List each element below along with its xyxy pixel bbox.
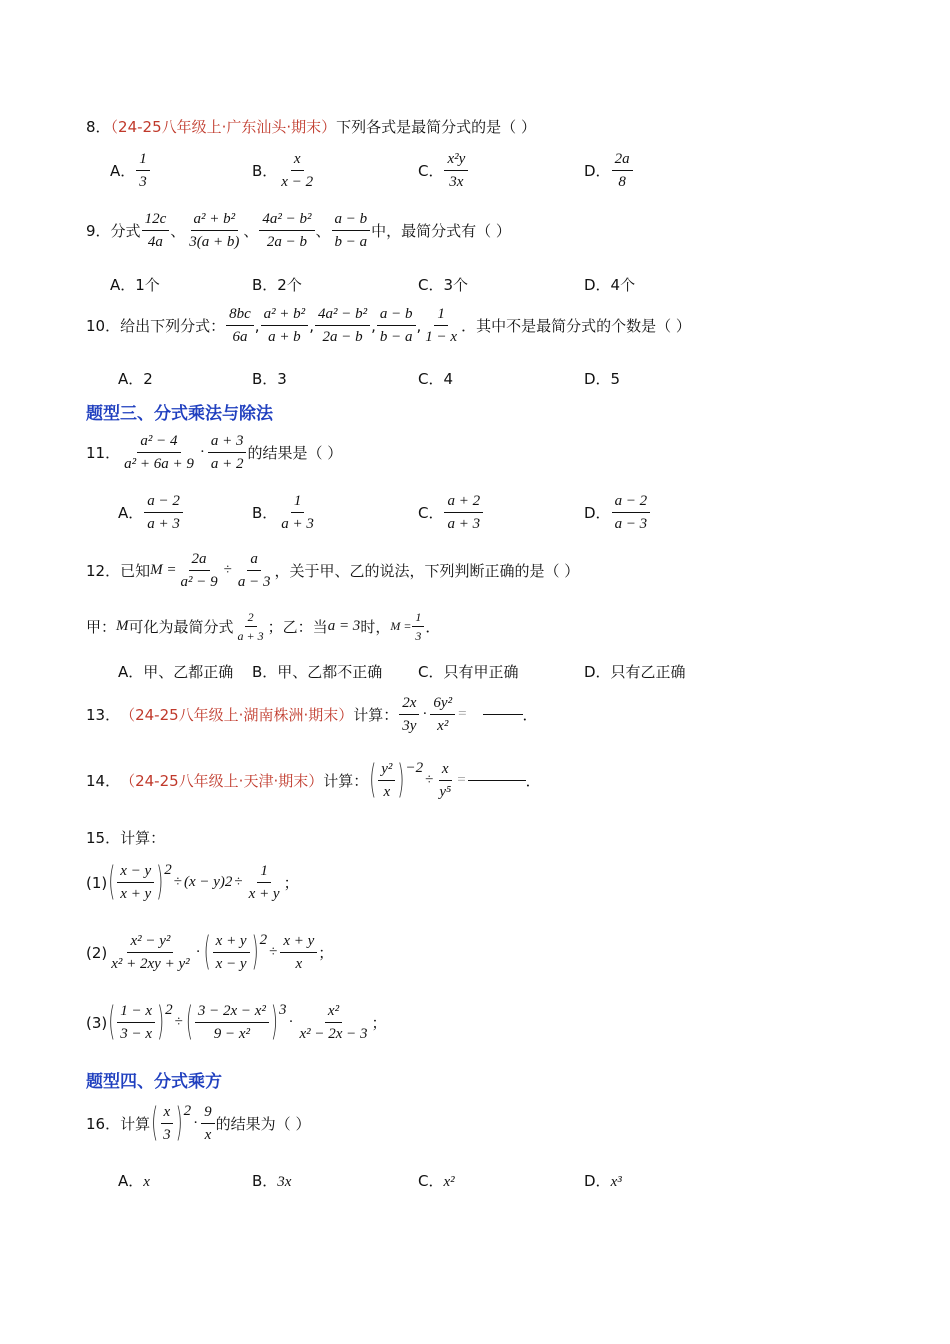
fraction xyxy=(280,932,317,973)
question-text: 下列各式是最简分式的是（ ） xyxy=(336,118,536,136)
denominator: b − a xyxy=(334,234,368,250)
statement-text: ； xyxy=(267,618,283,637)
exponent: −2 xyxy=(405,760,424,776)
numerator: a − b xyxy=(332,210,371,231)
denominator: 4a xyxy=(147,234,163,250)
q11-option-d[interactable] xyxy=(584,492,651,533)
exponent: 2 xyxy=(164,862,172,878)
q8-stem xyxy=(86,116,536,137)
numerator: 1 xyxy=(136,150,150,171)
q11-stem xyxy=(86,432,342,473)
numerator: a − 2 xyxy=(144,492,183,513)
numerator: 1 xyxy=(291,492,305,513)
numerator: a² − 4 xyxy=(137,432,180,453)
fraction xyxy=(117,862,154,903)
option-label: B． xyxy=(252,162,278,180)
fraction xyxy=(177,550,220,591)
numerator: 4a² − b² xyxy=(259,210,314,231)
numerator: x xyxy=(439,760,452,781)
numerator: 6y² xyxy=(430,694,455,715)
operator: · xyxy=(199,444,205,460)
question-number: 9． xyxy=(86,222,111,240)
numerator: 3 − 2x − x² xyxy=(195,1002,269,1023)
question-text: 中，最简分式有（ ） xyxy=(371,222,511,240)
numerator: x² − y² xyxy=(127,932,173,953)
numerator: 2a xyxy=(189,550,210,571)
option-label: C． xyxy=(418,162,444,180)
statement-text: 可化为最简分式 xyxy=(128,618,234,637)
option-value: x xyxy=(143,1174,150,1190)
numerator: a + 2 xyxy=(444,492,483,513)
question-text: ，关于甲、乙的说法，下列判断正确的是（ ） xyxy=(274,562,580,580)
q8-option-a[interactable] xyxy=(110,150,151,191)
left-paren: ( xyxy=(151,1100,159,1147)
denominator: 6a xyxy=(232,329,248,345)
fraction xyxy=(399,694,419,735)
fraction xyxy=(213,932,250,973)
numerator: 9 xyxy=(201,1103,215,1124)
fraction xyxy=(235,610,267,644)
fraction xyxy=(160,1103,174,1144)
numerator: a − b xyxy=(377,305,416,326)
section-heading-4: 题型四、分式乘方 xyxy=(86,1072,222,1092)
q16-option-d[interactable] xyxy=(584,1170,622,1191)
question-text: 计算： xyxy=(120,829,166,847)
operator: ÷ xyxy=(269,944,278,960)
separator: 、 xyxy=(315,222,331,240)
q16-option-c[interactable] xyxy=(418,1170,455,1191)
q8-option-c[interactable] xyxy=(418,150,469,191)
denominator: x² − 2x − 3 xyxy=(299,1026,368,1042)
q13-stem xyxy=(86,694,538,735)
answer-blank[interactable] xyxy=(483,714,523,715)
denominator: a + 2 xyxy=(210,456,244,472)
operator: = xyxy=(458,706,467,722)
q8-option-d[interactable] xyxy=(584,150,634,191)
fraction xyxy=(412,610,424,644)
fraction xyxy=(201,1103,215,1144)
operator: · xyxy=(195,944,201,960)
math-expression: a = 3 xyxy=(327,618,361,635)
denominator: 3 − x xyxy=(120,1026,153,1042)
fraction xyxy=(261,305,309,346)
denominator: x + y xyxy=(248,886,280,902)
q14-stem xyxy=(86,757,541,804)
q10-stem xyxy=(86,305,691,346)
denominator: a + 3 xyxy=(237,629,264,644)
left-paren: ( xyxy=(108,859,116,906)
math-expression: (x − y) xyxy=(183,874,225,890)
numerator: 1 − x xyxy=(117,1002,155,1023)
q16-stem xyxy=(86,1100,311,1147)
denominator: 3y xyxy=(402,718,417,734)
denominator: b − a xyxy=(379,329,413,345)
operator: ÷ xyxy=(173,874,182,890)
numerator: x²y xyxy=(444,150,468,171)
numerator: a² + b² xyxy=(261,305,309,326)
fraction xyxy=(422,305,460,346)
option-value: 3x xyxy=(277,1174,292,1190)
numerator: 2a xyxy=(612,150,633,171)
q10-option-b[interactable]: B．3 xyxy=(252,370,287,388)
numerator: 1 xyxy=(412,610,424,627)
question-text: ； xyxy=(371,1014,387,1032)
q11-option-c[interactable] xyxy=(418,492,484,533)
separator: , xyxy=(371,316,376,335)
denominator: a + 3 xyxy=(147,516,180,532)
question-number: 14． xyxy=(86,772,121,790)
denominator: x² xyxy=(437,718,449,734)
fraction xyxy=(278,150,316,191)
q12-stem xyxy=(86,550,579,591)
separator: 、 xyxy=(170,222,186,240)
numerator: a² + b² xyxy=(191,210,239,231)
denominator: 2a − b xyxy=(266,234,308,250)
exponent: 3 xyxy=(278,1002,287,1018)
q15-part-2 xyxy=(86,929,334,976)
q16-option-b[interactable] xyxy=(252,1170,291,1191)
q9-option-a[interactable]: A．1个 xyxy=(110,276,160,294)
denominator: a + 3 xyxy=(281,516,314,532)
fraction xyxy=(208,432,247,473)
left-paren: ( xyxy=(108,999,116,1046)
denominator: a + b xyxy=(268,329,301,345)
fraction xyxy=(436,760,454,801)
right-paren: ) xyxy=(251,929,259,976)
fraction xyxy=(144,492,183,533)
math-expression: M = xyxy=(150,562,177,578)
numerator: 12c xyxy=(142,210,170,231)
fraction xyxy=(278,492,317,533)
separator: , xyxy=(254,316,260,335)
numerator: x + y xyxy=(280,932,317,953)
question-number: 13． xyxy=(86,706,121,724)
q12-statements xyxy=(86,610,440,644)
denominator: 2a − b xyxy=(322,329,363,345)
question-number: 10． xyxy=(86,317,121,335)
question-text: ； xyxy=(283,874,299,892)
question-text: ． xyxy=(522,706,538,724)
right-paren: ) xyxy=(397,757,405,804)
left-paren: ( xyxy=(185,999,193,1046)
operator: ÷ xyxy=(425,772,434,788)
denominator: x² + 2xy + y² xyxy=(111,956,190,972)
part-label: (1) xyxy=(86,873,108,892)
exponent: 2 xyxy=(259,932,268,948)
denominator: 3 xyxy=(415,629,422,644)
source-tag: （24-25八年级上·湖南株洲·期末） xyxy=(120,706,354,724)
numerator: x + y xyxy=(213,932,250,953)
denominator: a² + 6a + 9 xyxy=(124,456,194,472)
q8-option-b[interactable] xyxy=(252,150,317,191)
statement-text: 甲： xyxy=(86,618,117,637)
q11-option-a[interactable] xyxy=(118,492,184,533)
fraction xyxy=(296,1002,370,1043)
option-label: A． xyxy=(110,162,136,180)
operator: · xyxy=(288,1014,294,1030)
left-paren: ( xyxy=(203,929,211,976)
statement-text: 时， xyxy=(360,618,391,637)
question-text: 的结果为（ ） xyxy=(215,1115,311,1133)
exponent: 2 xyxy=(183,1103,192,1119)
fraction xyxy=(186,210,242,251)
fraction xyxy=(226,305,254,346)
fraction xyxy=(235,550,274,591)
denominator: x − 2 xyxy=(281,174,314,190)
math-expression: M xyxy=(116,618,129,635)
question-text: 计算： xyxy=(323,772,369,790)
operator: ÷ xyxy=(223,562,232,578)
right-paren: ) xyxy=(175,1100,183,1147)
left-paren: ( xyxy=(369,757,377,804)
answer-blank[interactable] xyxy=(468,780,526,781)
question-text: 分式 xyxy=(110,222,141,240)
denominator: x xyxy=(383,784,391,800)
exponent: 2 xyxy=(224,874,233,890)
question-number: 12． xyxy=(86,562,121,580)
q12-option-a[interactable]: A．甲、乙都正确 xyxy=(118,663,234,681)
denominator: x − y xyxy=(215,956,247,972)
numerator: 1 xyxy=(257,862,271,883)
fraction xyxy=(377,305,416,346)
numerator: x − y xyxy=(117,862,154,883)
question-text: 计算： xyxy=(353,706,399,724)
option-label: C． xyxy=(418,504,444,522)
denominator: x + y xyxy=(120,886,152,902)
denominator: y⁵ xyxy=(439,784,452,800)
fraction xyxy=(430,694,455,735)
q10-option-a[interactable]: A．2 xyxy=(118,370,153,388)
question-number: 11． xyxy=(86,444,121,462)
option-value: x² xyxy=(443,1174,455,1190)
denominator: 8 xyxy=(618,174,626,190)
question-number: 15． xyxy=(86,829,121,847)
fraction xyxy=(612,492,651,533)
statement-text: ． xyxy=(425,618,441,637)
q12-option-b[interactable]: B．甲、乙都不正确 xyxy=(252,663,383,681)
fraction xyxy=(444,492,483,533)
q9-stem xyxy=(86,210,511,251)
numerator: a + 3 xyxy=(208,432,247,453)
numerator: 8bc xyxy=(226,305,254,326)
denominator: 1 − x xyxy=(425,329,458,345)
numerator: x xyxy=(291,150,304,171)
numerator: x² xyxy=(325,1002,342,1023)
statement-text: ：当 xyxy=(297,618,328,637)
option-label: B． xyxy=(252,504,278,522)
operator: · xyxy=(193,1115,199,1131)
option-label: A． xyxy=(118,1172,144,1190)
denominator: a − 3 xyxy=(237,574,271,590)
fraction xyxy=(612,150,633,191)
q9-option-d[interactable]: D．4个 xyxy=(584,276,636,294)
q15-stem xyxy=(86,827,165,848)
q9-option-b[interactable]: B．2个 xyxy=(252,276,302,294)
denominator: 3 xyxy=(139,174,147,190)
statement-text: 乙 xyxy=(282,620,298,637)
denominator: a − 3 xyxy=(614,516,648,532)
right-paren: ) xyxy=(156,859,164,906)
question-text: 给出下列分式： xyxy=(120,317,226,335)
option-label: C． xyxy=(418,1172,444,1190)
option-label: B． xyxy=(252,1172,278,1190)
question-text: 计算 xyxy=(120,1115,151,1133)
question-number: 16． xyxy=(86,1115,121,1133)
separator: 、 xyxy=(243,222,259,240)
option-value: x³ xyxy=(610,1174,622,1190)
denominator: 3(a + b) xyxy=(189,234,240,250)
fraction xyxy=(332,210,371,251)
q11-option-b[interactable] xyxy=(252,492,318,533)
denominator: a² − 9 xyxy=(180,574,218,590)
q12-option-d[interactable]: D．只有乙正确 xyxy=(584,663,686,681)
denominator: 3x xyxy=(449,174,464,190)
fraction xyxy=(117,1002,155,1043)
q15-part-3 xyxy=(86,999,387,1046)
right-paren: ) xyxy=(270,999,278,1046)
option-label: D． xyxy=(584,162,611,180)
fraction xyxy=(444,150,468,191)
q16-option-a[interactable] xyxy=(118,1170,150,1191)
denominator: x xyxy=(295,956,303,972)
operator: = xyxy=(457,772,466,788)
numerator: 2x xyxy=(399,694,419,715)
question-text: ． xyxy=(525,772,541,790)
operator: ÷ xyxy=(234,874,243,890)
q12-option-c[interactable]: C．只有甲正确 xyxy=(418,663,519,681)
numerator: 1 xyxy=(434,305,448,326)
separator: , xyxy=(416,316,422,335)
fraction xyxy=(246,862,283,903)
separator: , xyxy=(309,316,314,335)
numerator: 2 xyxy=(245,610,257,627)
operator: · xyxy=(422,706,428,722)
numerator: 4a² − b² xyxy=(315,305,370,326)
source-tag: （24-25八年级上·天津·期末） xyxy=(120,772,324,790)
question-text: ．其中不是最简分式的个数是（ ） xyxy=(461,317,691,335)
q15-part-1 xyxy=(86,859,299,906)
q10-option-c[interactable]: C．4 xyxy=(418,370,454,388)
question-text: ； xyxy=(318,944,334,962)
fraction xyxy=(121,432,197,473)
q9-option-c[interactable]: C．3个 xyxy=(418,276,469,294)
part-label: (3) xyxy=(86,1013,108,1032)
numerator: y² xyxy=(378,760,395,781)
question-text: 的结果是（ ） xyxy=(247,444,343,462)
operator: ÷ xyxy=(174,1014,183,1030)
part-label: (2) xyxy=(86,943,108,962)
q10-option-d[interactable]: D．5 xyxy=(584,370,621,388)
right-paren: ) xyxy=(157,999,165,1046)
numerator: a xyxy=(247,550,261,571)
numerator: x xyxy=(161,1103,174,1124)
numerator: a − 2 xyxy=(612,492,651,513)
exponent: 2 xyxy=(165,1002,173,1018)
section-heading-3: 题型三、分式乘法与除法 xyxy=(86,404,273,424)
fraction xyxy=(142,210,170,251)
question-number: 8． xyxy=(86,118,111,136)
option-label: D． xyxy=(584,504,611,522)
fraction xyxy=(315,305,370,346)
math-expression: M = xyxy=(390,619,412,634)
fraction xyxy=(378,760,395,801)
fraction xyxy=(108,932,192,973)
option-label: A． xyxy=(118,504,144,522)
source-tag: （24-25八年级上·广东汕头·期末） xyxy=(110,118,337,136)
option-label: D． xyxy=(584,1172,611,1190)
fraction xyxy=(195,1002,269,1043)
denominator: 9 − x² xyxy=(213,1026,251,1042)
denominator: x xyxy=(204,1127,212,1143)
question-text: 已知 xyxy=(120,562,151,580)
denominator: 3 xyxy=(163,1127,171,1143)
denominator: a + 3 xyxy=(447,516,481,532)
fraction xyxy=(136,150,150,191)
fraction xyxy=(259,210,314,251)
